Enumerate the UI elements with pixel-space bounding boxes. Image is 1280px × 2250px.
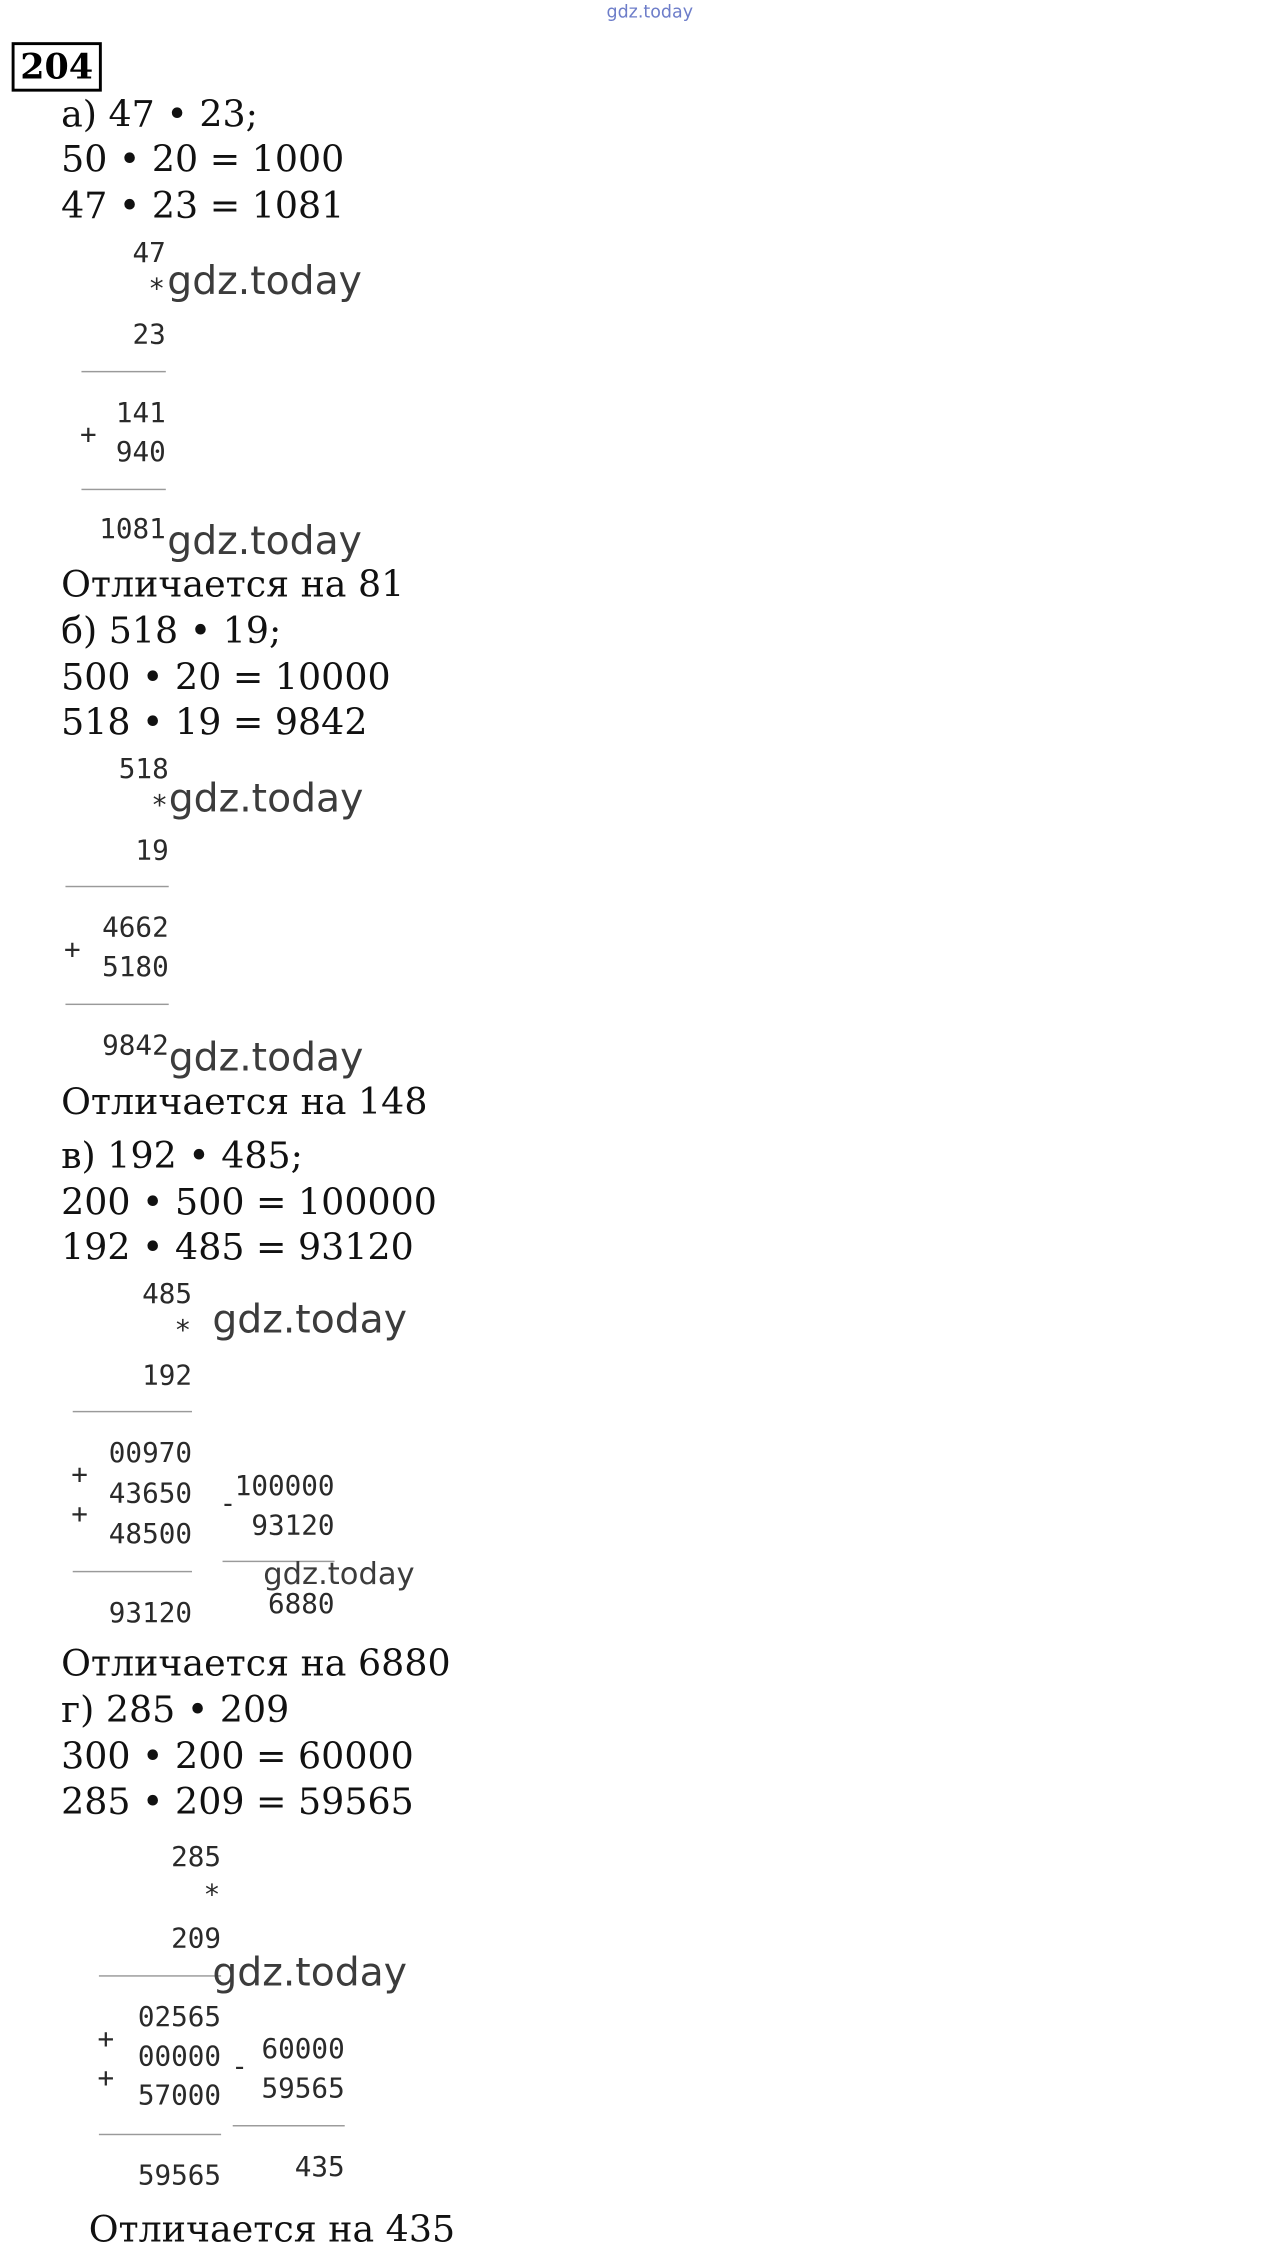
mult-c-plus2: + bbox=[71, 1498, 88, 1531]
task-d: г) 285 • 209 bbox=[61, 1688, 290, 1731]
mult-a-bottom: 23 bbox=[132, 318, 166, 351]
mult-a-p2: 940 bbox=[115, 436, 166, 469]
mult-a-plus: + bbox=[79, 418, 97, 451]
mult-d-p2: 00000 bbox=[137, 2040, 222, 2073]
mult-c-top: 485 bbox=[142, 1278, 192, 1311]
top-watermark: gdz.today bbox=[606, 1, 694, 22]
problem-number: 204 bbox=[12, 42, 102, 91]
mult-b-top: 518 bbox=[118, 753, 169, 786]
mult-a-p1: 141 bbox=[115, 397, 166, 430]
mult-b-op: * bbox=[151, 789, 168, 822]
mult-a-result: 1081 bbox=[99, 513, 166, 546]
rule bbox=[65, 886, 168, 887]
mult-a-top: 47 bbox=[132, 237, 166, 270]
exact-d: 285 • 209 = 59565 bbox=[61, 1780, 414, 1823]
mult-b-p1: 4662 bbox=[102, 911, 169, 944]
mult-c-op: * bbox=[174, 1314, 192, 1347]
rule bbox=[99, 1975, 221, 1976]
mult-b-bottom: 19 bbox=[135, 834, 169, 867]
rule bbox=[65, 1004, 168, 1005]
mult-d-op: * bbox=[203, 1879, 221, 1912]
task-c: в) 192 • 485; bbox=[61, 1134, 303, 1177]
mult-c-result: 93120 bbox=[108, 1597, 192, 1630]
watermark: gdz.today bbox=[168, 776, 364, 822]
sub-d-result: 435 bbox=[294, 2151, 345, 2184]
answer-c: Отличается на 6880 bbox=[61, 1642, 451, 1685]
mult-c-plus1: + bbox=[71, 1458, 88, 1491]
answer-d: Отличается на 435 bbox=[88, 2207, 456, 2250]
mult-d-p3: 57000 bbox=[137, 2079, 222, 2112]
sub-d-op: - bbox=[231, 2050, 248, 2083]
watermark: gdz.today bbox=[212, 1297, 407, 1343]
rule bbox=[81, 489, 165, 490]
mult-d-bottom: 209 bbox=[171, 1922, 222, 1955]
watermark: gdz.today bbox=[167, 258, 362, 304]
task-a: а) 47 • 23; bbox=[61, 93, 258, 136]
mult-b-p2: 5180 bbox=[102, 951, 169, 984]
sub-c-result: 6880 bbox=[267, 1588, 335, 1621]
task-b: б) 518 • 19; bbox=[61, 609, 282, 652]
mult-d-plus2: + bbox=[97, 2062, 115, 2095]
sub-c-b: 93120 bbox=[251, 1509, 335, 1542]
mult-d-top: 285 bbox=[171, 1841, 222, 1874]
watermark: gdz.today bbox=[168, 1035, 364, 1081]
mult-d-p1: 02565 bbox=[137, 2001, 222, 2034]
rule bbox=[81, 371, 165, 372]
sub-d-b: 59565 bbox=[261, 2072, 345, 2105]
mult-b-plus: + bbox=[63, 933, 81, 966]
estimate-a: 50 • 20 = 1000 bbox=[61, 138, 345, 181]
watermark: gdz.today bbox=[167, 519, 362, 565]
rule bbox=[73, 1411, 192, 1412]
estimate-c: 200 • 500 = 100000 bbox=[61, 1181, 437, 1224]
sub-d-a: 60000 bbox=[261, 2033, 345, 2066]
mult-c-p3: 48500 bbox=[108, 1518, 192, 1551]
estimate-d: 300 • 200 = 60000 bbox=[61, 1735, 414, 1778]
mult-d-plus1: + bbox=[97, 2023, 115, 2056]
watermark: gdz.today bbox=[212, 1950, 407, 1996]
exact-b: 518 • 19 = 9842 bbox=[61, 701, 368, 744]
mult-c-p1: 00970 bbox=[108, 1437, 192, 1470]
exact-a: 47 • 23 = 1081 bbox=[61, 184, 345, 227]
rule bbox=[233, 2125, 345, 2126]
mult-b-result: 9842 bbox=[102, 1029, 169, 1062]
estimate-b: 500 • 20 = 10000 bbox=[61, 655, 391, 699]
mult-c-bottom: 192 bbox=[142, 1359, 192, 1392]
watermark: gdz.today bbox=[263, 1556, 415, 1592]
exact-c: 192 • 485 = 93120 bbox=[61, 1226, 414, 1269]
answer-a: Отличается на 81 bbox=[61, 562, 405, 606]
mult-a-op: * bbox=[148, 273, 166, 306]
answer-b: Отличается на 148 bbox=[61, 1080, 428, 1123]
mult-c-p2: 43650 bbox=[108, 1477, 192, 1510]
mult-d-result: 59565 bbox=[137, 2159, 222, 2192]
sub-c-a: 100000 bbox=[234, 1470, 335, 1503]
sub-c-op: - bbox=[219, 1487, 237, 1520]
rule bbox=[73, 1571, 192, 1572]
rule bbox=[99, 2134, 221, 2135]
